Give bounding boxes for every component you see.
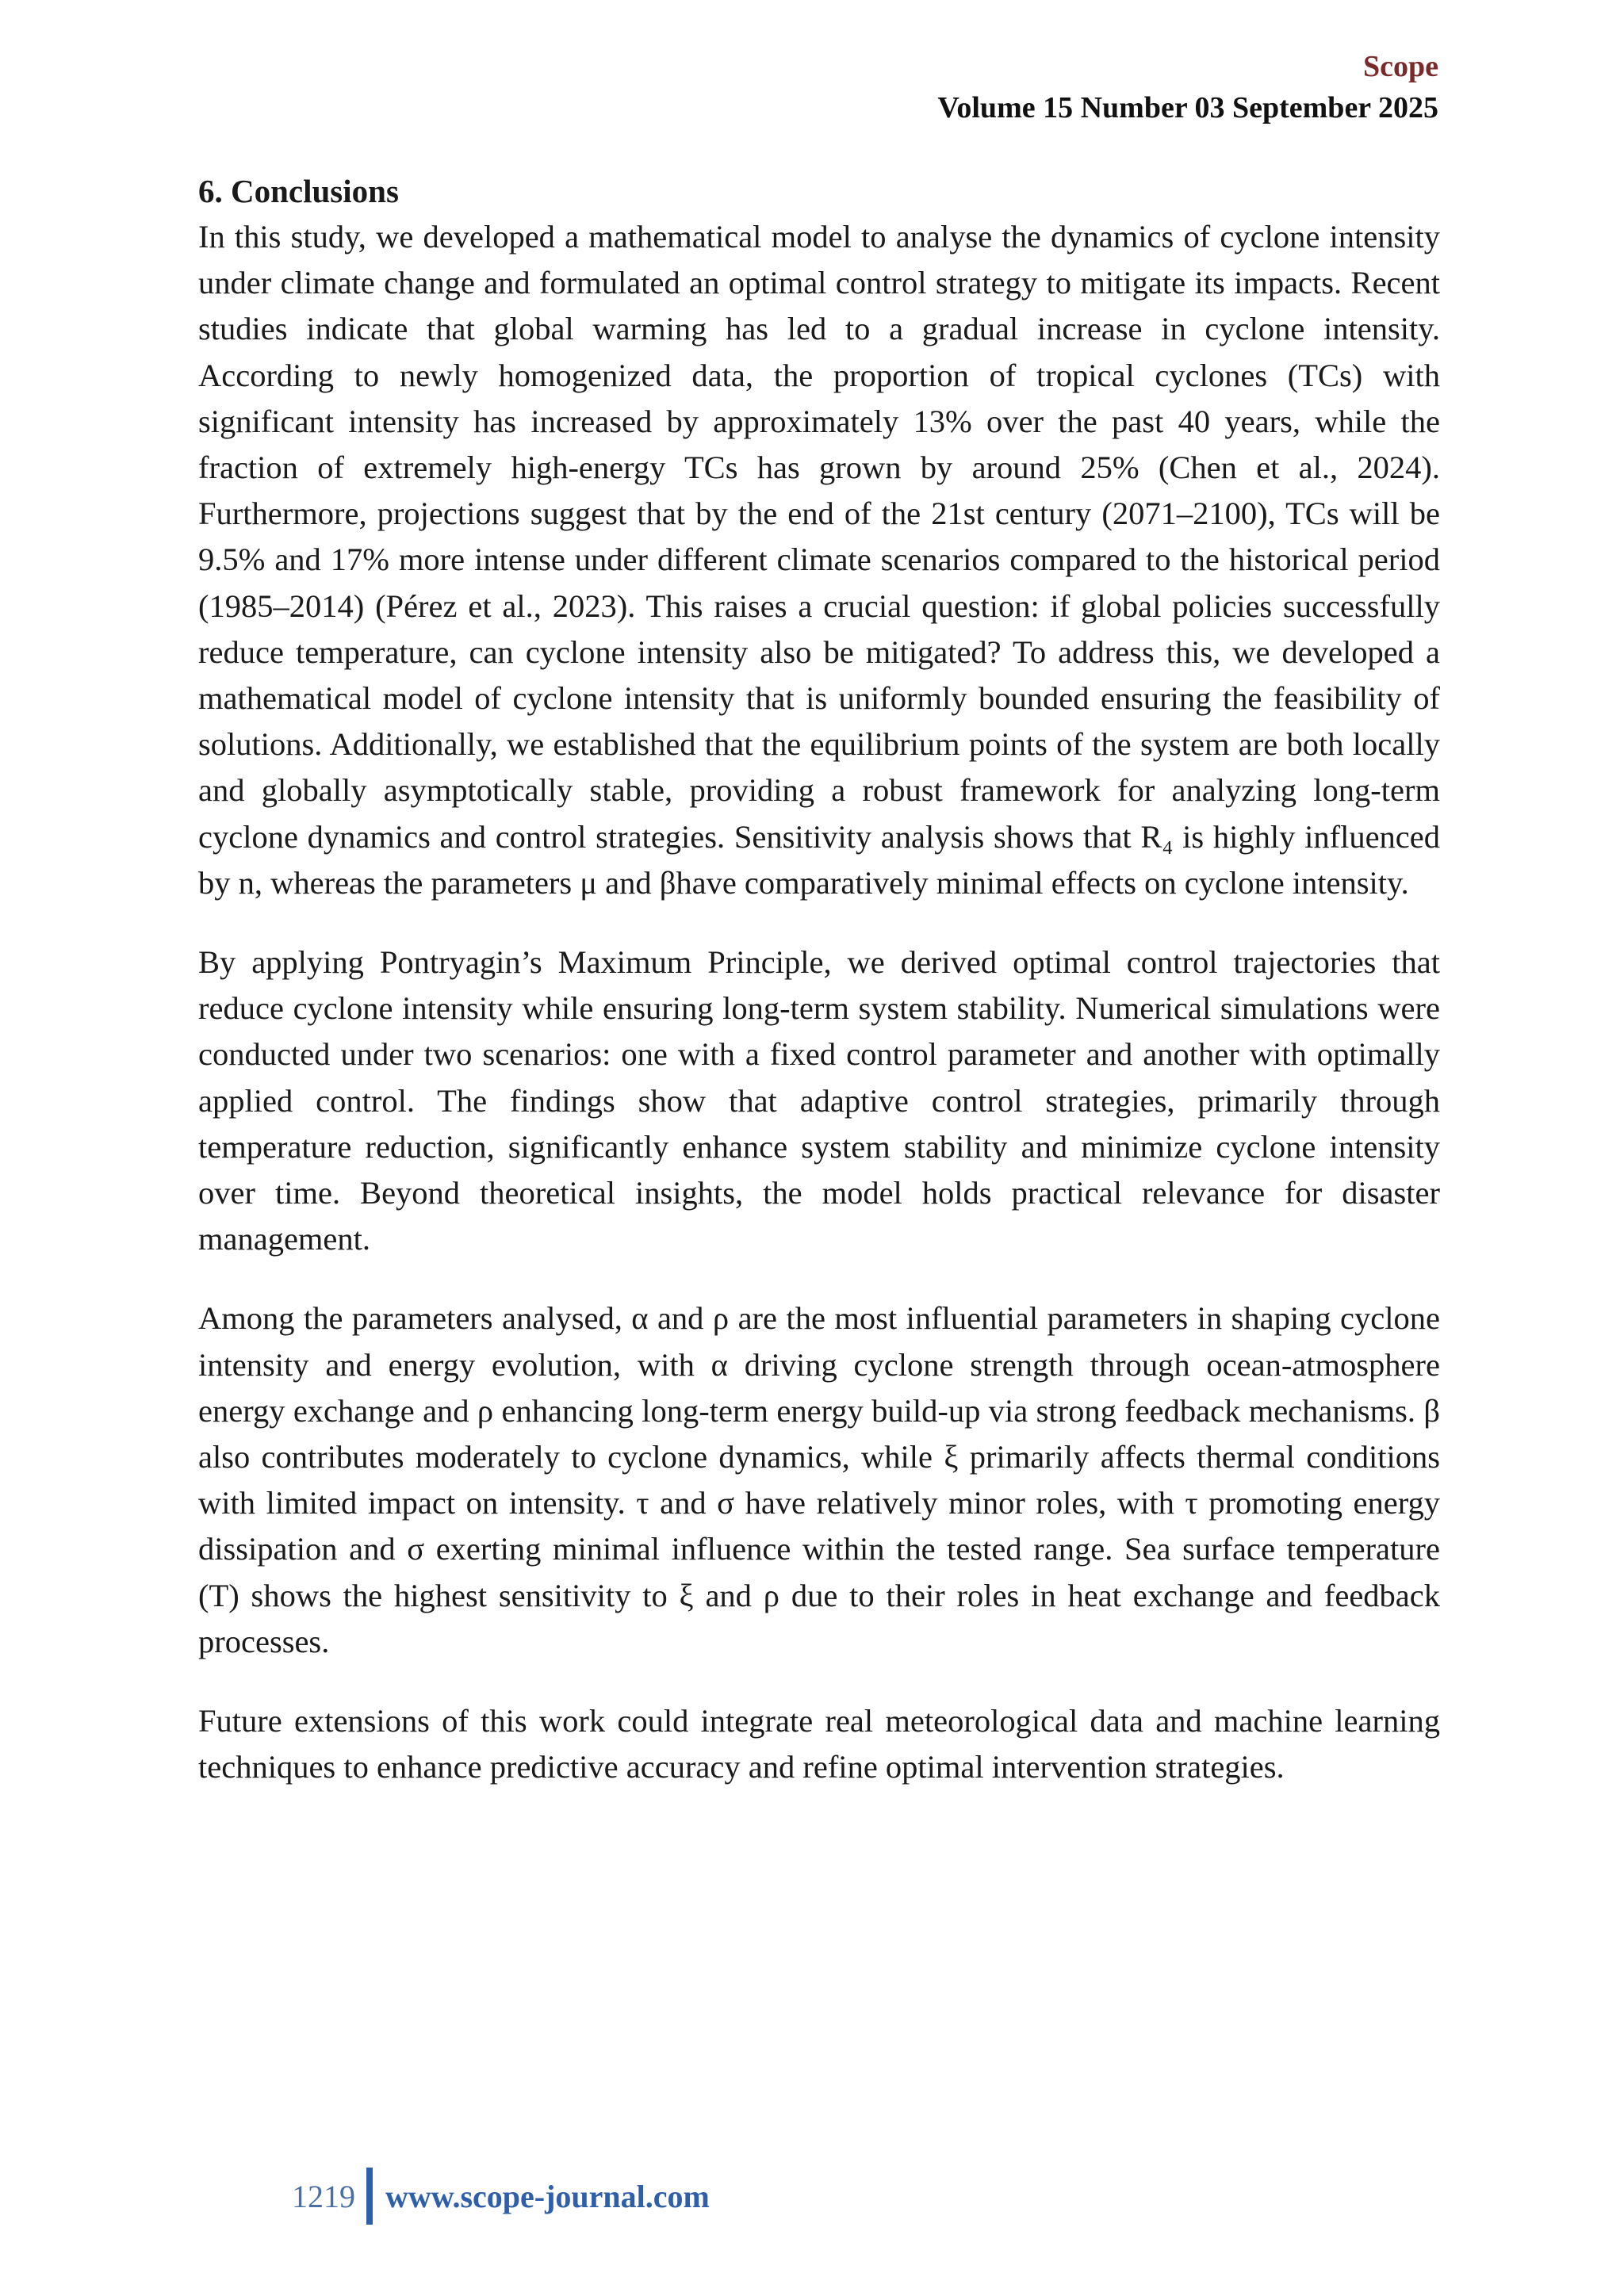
volume-issue-line: Volume 15 Number 03 September 2025 (937, 91, 1438, 124)
section-heading: 6. Conclusions (198, 173, 399, 209)
running-header (937, 46, 1438, 128)
footer-divider (366, 2168, 373, 2225)
paragraph-1: In this study, we developed a mathematical model to analyse the dynamics of cyclone intensity under climate change and formulated an optimal control strategy to mitigate its impacts. Recent studies indicate that global warming has led to a gradual increase in cyclone intensity. According to newly homogenized data, the proportion of tropical cyclones (TCs) with significant intensity has increased by approximately 13% over the past 40 years, while the fraction of extremely high-energy TCs has grown by around 25% (Chen et al., 2024). Furthermore, projections suggest that by the end of the 21st century (2071–2100), TCs will be 9.5% and 17% more intense under different climate scenarios compared to the historical period (1985–2014) (Pérez et al., 2023). This raises a crucial question: if global policies successfully reduce temperature, can cyclone intensity also be mitigated? To address this, we developed a mathematical model of cyclone intensity that is uniformly bounded ensuring the feasibility of solutions. Additionally, we established that the equilibrium points of the system are both locally and globally asymptotically stable, providing a robust framework for analyzing long-term cyclone dynamics and control strategies. Sensitivity analysis shows that R₄ is highly influenced by n, whereas the parameters μ and βhave comparatively minimal effects on cyclone intensity. (198, 219, 1440, 901)
journal-url-link[interactable]: www.scope-journal.com (385, 2178, 710, 2214)
paragraph-4: Future extensions of this work could integrate real meteorological data and machine learning techniques to enhance predictive accuracy and refine optimal intervention strategies. (198, 1703, 1440, 1785)
journal-name: Scope (1363, 50, 1438, 83)
conclusions-section (198, 168, 1440, 1824)
page-footer (292, 2164, 710, 2228)
paragraph-2: By applying Pontryagin’s Maximum Principle, we derived optimal control trajectories that reduce cyclone intensity while ensuring long-term system stability. Numerical simulations were conducted under two scenarios: one with a fixed control parameter and another with optimally applied control. The findings show that adaptive control strategies, primarily through temperature reduction, significantly enhance system stability and minimize cyclone intensity over time. Beyond theoretical insights, the model holds practical relevance for disaster management. (198, 944, 1440, 1257)
page-number: 1219 (292, 2178, 355, 2214)
paragraph-3: Among the parameters analysed, α and ρ are the most influential parameters in shaping cyclone intensity and energy evolution, with α driving cyclone strength through ocean-atmosphere energy exchange and ρ enhancing long-term energy build-up via strong feedback mechanisms. β also contributes moderately to cyclone dynamics, while ξ primarily affects thermal conditions with limited impact on intensity. τ and σ have relatively minor roles, with τ promoting energy dissipation and σ exerting minimal influence within the tested range. Sea surface temperature (T) shows the highest sensitivity to ξ and ρ due to their roles in heat exchange and feedback processes. (198, 1300, 1440, 1659)
